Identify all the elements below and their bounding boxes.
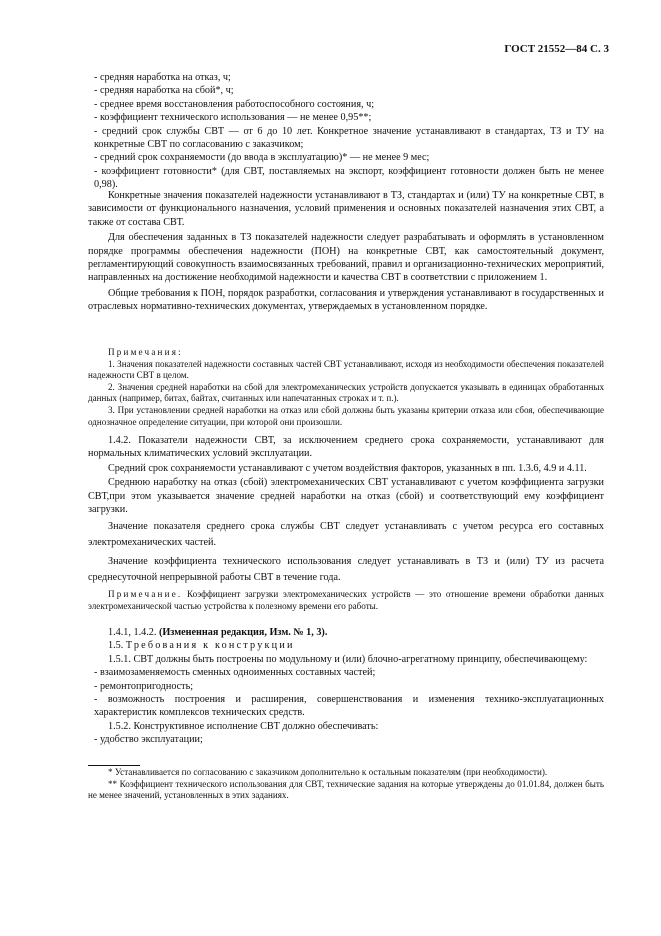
- paragraph: 1.4.2. Показатели надежности СВТ, за исключением среднего срока сохраняемости, устанавливают для нормальных климатических условий эксплуатации.: [88, 435, 604, 460]
- note-heading: Примечание.: [108, 589, 183, 599]
- clause-1-5-1: 1.5.1. СВТ должны быть построены по модульному и (или) блочно-агрегатному принципу, обеспечивающему:: [108, 653, 588, 665]
- reliability-indicators-list: [88, 71, 604, 192]
- list-item: - ремонтопригодность;: [94, 680, 194, 692]
- notes-heading: Примечания:: [108, 347, 183, 357]
- list-item: - средний срок службы СВТ — от 6 до 10 лет. Конкретное значение устанавливают в стандартах, ТЗ и ТУ на конкретные СВТ по согласованию с заказчиком;: [94, 125, 604, 151]
- list-item: - средняя наработка на сбой*, ч;: [94, 85, 234, 97]
- list-item: - удобство эксплуатации;: [94, 734, 203, 746]
- note-text: Коэффициент загрузки электромеханических устройств — это отношение времени обработки данных электромеханической частью устройства к полезному времени его работы.: [88, 589, 604, 611]
- page-header: ГОСТ 21552—84 С. 3: [504, 43, 609, 55]
- reliability-paragraphs: [88, 189, 604, 314]
- list-item: - взаимозаменяемость сменных одноименных составных частей;: [94, 667, 376, 679]
- note-item: 2. Значения средней наработки на сбой для электромеханических устройств допускается указывать в единицах обработанных данных (например, битах, байтах, считанных или напечатанных строках и т. п.).: [88, 381, 604, 404]
- section-1-5: [88, 626, 604, 747]
- footnotes: [88, 767, 604, 802]
- footnote-divider: [88, 765, 140, 766]
- paragraph: Среднюю наработку на отказ (сбой) электромеханических СВТ устанавливают с учетом коэффициента загрузки СВТ,при этом указывается значение средней наработки на отказ (сбой) и соответствующий ему коэффициент загрузки.: [88, 477, 604, 516]
- note-item: 3. При установлении средней наработки на отказ или сбой должны быть указаны критерии отказа или сбоя, обеспечивающие однозначное определение ситуации, при которой они произошли.: [88, 404, 604, 427]
- paragraph: Общие требования к ПОН, порядок разработки, согласования и утверждения устанавливают в государственных и отраслевых нормативно-технических документах, утверждаемых в установленном порядке.: [88, 287, 604, 313]
- note-item: 1. Значения показателей надежности составных частей СВТ устанавливают, исходя из необходимости обеспечения показателей надежности СВТ в целом.: [88, 358, 604, 381]
- list-item: - среднее время восстановления работоспособного состояния, ч;: [94, 98, 375, 110]
- list-item: - средний срок сохраняемости (до ввода в эксплуатацию)* — не менее 9 мес;: [94, 152, 430, 164]
- amendment-line: 1.4.1, 1.4.2. (Измененная редакция, Изм. № 1, 3).: [108, 627, 328, 638]
- clause-1-4-2: [88, 434, 604, 586]
- section-heading: 1.5. Требования к конструкции: [108, 640, 295, 652]
- list-item: - коэффициент технического использования — не менее 0,95**;: [94, 112, 372, 124]
- list-item: - возможность построения и расширения, совершенствования и изменения технико-эксплуатационных характеристик комплексов технических средств.: [94, 694, 604, 719]
- paragraph: Средний срок сохраняемости устанавливают с учетом воздействия факторов, указанных в пп. 1.3.6, 4.9 и 4.11.: [108, 462, 587, 474]
- footnote: * Устанавливается по согласованию с заказчиком дополнительно к остальным показателям (при необходимости).: [108, 767, 548, 777]
- paragraph: Значение показателя среднего срока службы СВТ следует устанавливать с учетом ресурса его составных электромеханических частей.: [88, 521, 604, 549]
- footnote: ** Коэффициент технического использования для СВТ, технические задания на которые утверждены до 01.01.84, должен быть не менее значений, установленных в этих заданиях.: [88, 778, 604, 801]
- list-item: - коэффициент готовности* (для СВТ, поставляемых на экспорт, коэффициент готовности должен быть не менее 0,98).: [94, 165, 604, 191]
- paragraph: Для обеспечения заданных в ТЗ показателей надежности следует разрабатывать и оформлять в установленном порядке программы обеспечения надежности (ПОН) на конкретные СВТ, как самостоятельный документ, регламентирующий совокупность взаимосвязанных требований, правил и организационно-технических мероприятий, направленных на достижение необходимой надежности и качества СВТ в соответствии с приложением 1.: [88, 232, 604, 284]
- note-load-factor: [88, 589, 604, 612]
- clause-1-5-2: 1.5.2. Конструктивное исполнение СВТ должно обеспечивать:: [108, 720, 379, 732]
- list-item: - средняя наработка на отказ, ч;: [94, 72, 231, 83]
- notes-block: [88, 347, 604, 428]
- amendment-bold: (Измененная редакция, Изм. № 1, 3).: [158, 627, 328, 638]
- paragraph: Конкретные значения показателей надежности устанавливают в ТЗ, стандартах и (или) ТУ на конкретные СВТ, в зависимости от функционального назначения, условий применения и основных показателей назначения этих СВТ, а также от состава СВТ.: [88, 190, 604, 228]
- paragraph: Значение коэффициента технического использования следует устанавливать в ТЗ и (или) ТУ из расчета среднесуточной непрерывной работы СВТ в течение года.: [88, 556, 604, 584]
